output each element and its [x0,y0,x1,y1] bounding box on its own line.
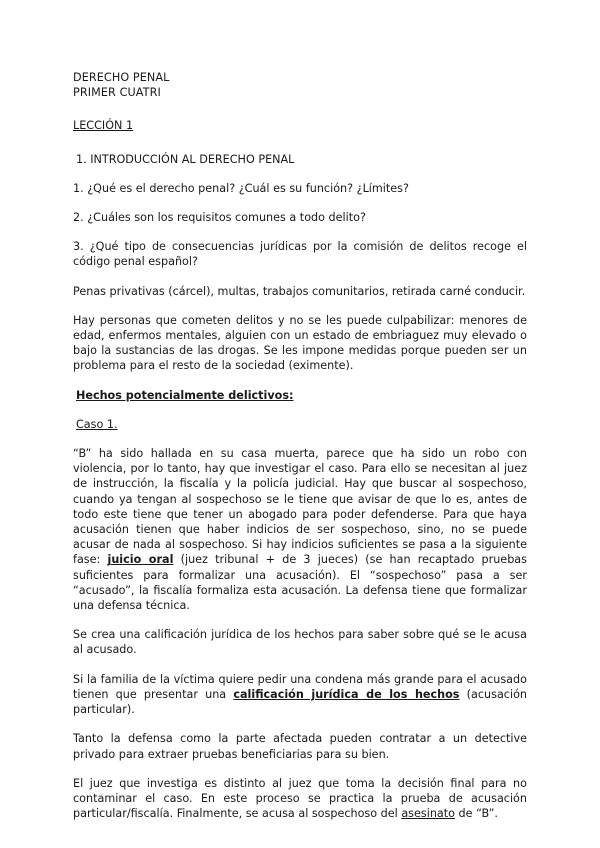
p3-emphasis: calificación jurídica de los hechos [233,687,460,701]
answer-3: Penas privativas (cárcel), multas, trabajos comunitarios, retirada carné conducir. [73,284,526,298]
lesson-heading: LECCIÓN 1 [73,119,134,133]
p5-part2: de “B”. [455,807,498,821]
paragraph-judge [73,776,527,822]
document-page [73,70,527,821]
subheading-potential-crimes: Hechos potencialmente delictivos: [76,388,294,402]
question-1: 1. ¿Qué es el derecho penal? ¿Cuál es su función? ¿Límites? [73,181,409,195]
p5-part1: El juez que investiga es distinto al juez que toma la decisión final para no contaminar el caso. En este proceso se practica la prueba de acusación particular/fiscalía. Finalmente, se acusa al sospechoso del [73,776,527,821]
course-title: DERECHO PENAL [73,71,170,84]
p3-part2: (acusación particular). [73,687,528,717]
paragraph-private-accusation [73,672,527,718]
case-paragraph [73,446,527,613]
case-text-part1: “B” ha sido hallada en su casa muerta, parece que ha sido un robo con violencia, por lo tanto, hay que investigar el caso. Para ello se necesitan al juez de instrucción, la fiscalía y la policía judicial. Hay que buscar al sospechoso, cuando ya tengan al sospechoso se le tiene que avisar de que lo es, antes de todo este tiene que tener un abogado para poder defenderse. Para que haya acusación tienen que haber indicios de ser sospechoso, sino, no se puede acusar de nada al sospechoso. Si hay indicios suficientes se pasa a la siguiente fase: [73,447,527,567]
paragraph-exemptions: Hay personas que cometen delitos y no se les puede culpabilizar: menores de edad, enfermos mentales, alguien con un estado de embriaguez muy elevado o bajo la sustancias de las drogas. Se les impone medidas porque pueden ser un problema para el resto de la sociedad (eximente). [73,313,527,373]
paragraph-legal-qualification: Se crea una calificación jurídica de los hechos para saber sobre qué se le acusa al acusado. [73,628,527,657]
case-text-part2: (juez tribunal + de 3 jueces) (se han recaptado pruebas suficientes para formalizar una acusación). El “sospechoso” pasa a ser “acusado”, la fiscalía formaliza esta acusación. La defensa tiene que formalizar una defensa técnica. [73,553,527,613]
paragraph-detective: Tanto la defensa como la parte afectada pueden contratar a un detective privado para extraer pruebas beneficiarias para su bien. [73,732,527,761]
p5-emphasis: asesinato [401,807,455,821]
case-label: Caso 1. [76,417,118,431]
p3-part1: Si la familia de la víctima quiere pedir una condena más grande para el acusado tienen que presentar una [73,672,527,701]
question-3: 3. ¿Qué tipo de consecuencias jurídicas por la comisión de delitos recoge el código penal español? [73,240,527,269]
case-text-emphasis: juicio oral [107,553,174,567]
question-2: 2. ¿Cuáles son los requisitos comunes a todo delito? [73,211,366,225]
section-title: 1. INTRODUCCIÓN AL DERECHO PENAL [76,152,295,166]
course-term: PRIMER CUATRI [73,86,161,100]
